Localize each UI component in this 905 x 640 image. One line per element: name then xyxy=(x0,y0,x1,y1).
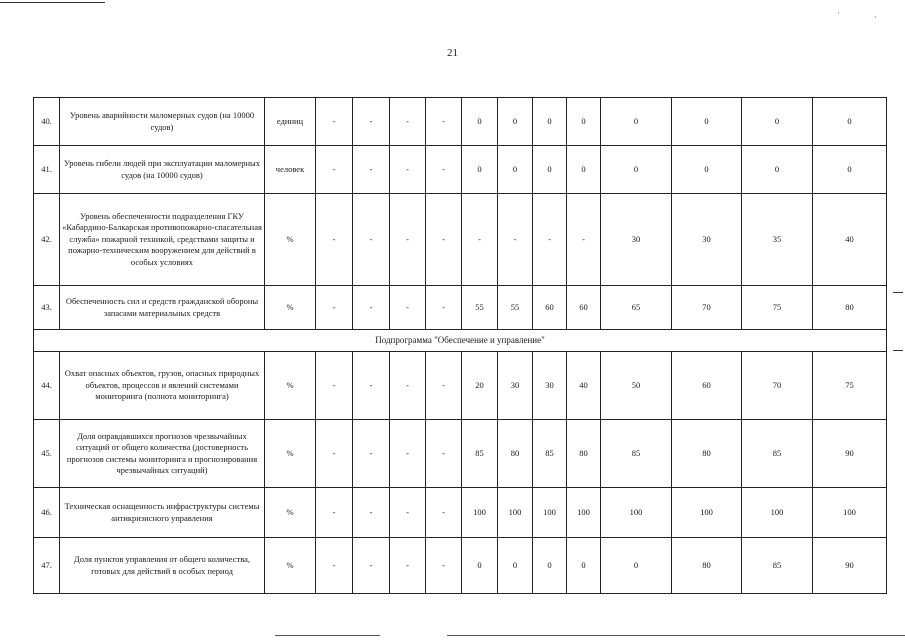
table-row xyxy=(34,146,887,194)
row-number-cell: 44. xyxy=(34,352,60,420)
row-number-cell: 40. xyxy=(34,98,60,146)
value-cell: 0 xyxy=(601,146,672,194)
value-cell: - xyxy=(316,146,353,194)
indicator-name-cell: Уровень аварийности маломерных судов (на 10000 судов) xyxy=(60,98,265,146)
value-cell: 75 xyxy=(813,352,887,420)
value-cell: - xyxy=(390,146,426,194)
value-cell: 30 xyxy=(672,194,742,286)
value-cell: 85 xyxy=(533,420,567,488)
value-cell: - xyxy=(426,538,462,594)
value-cell: 0 xyxy=(462,146,498,194)
value-cell: 100 xyxy=(567,488,601,538)
value-cell: 0 xyxy=(813,98,887,146)
bottom-rule xyxy=(447,635,905,636)
table-row xyxy=(34,286,887,330)
value-cell: 80 xyxy=(567,420,601,488)
value-cell: 0 xyxy=(601,98,672,146)
value-cell: - xyxy=(390,194,426,286)
value-cell: - xyxy=(353,352,390,420)
value-cell: 60 xyxy=(672,352,742,420)
row-number-cell: 47. xyxy=(34,538,60,594)
value-cell: 85 xyxy=(742,538,813,594)
value-cell: - xyxy=(462,194,498,286)
value-cell: 40 xyxy=(567,352,601,420)
margin-dash xyxy=(893,292,903,293)
value-cell: 90 xyxy=(813,420,887,488)
value-cell: 100 xyxy=(533,488,567,538)
value-cell: 60 xyxy=(567,286,601,330)
margin-dash xyxy=(893,350,903,351)
value-cell: 55 xyxy=(462,286,498,330)
value-cell: 0 xyxy=(601,538,672,594)
unit-cell: % xyxy=(265,194,316,286)
value-cell: 0 xyxy=(813,146,887,194)
value-cell: - xyxy=(353,420,390,488)
unit-cell: % xyxy=(265,352,316,420)
value-cell: - xyxy=(390,98,426,146)
indicator-name-cell: Охват опасных объектов, грузов, опасных природных объектов, процессов и явлений системами мониторинга (полнота мониторинга) xyxy=(60,352,265,420)
table-row xyxy=(34,488,887,538)
row-number-cell: 45. xyxy=(34,420,60,488)
unit-cell: единиц xyxy=(265,98,316,146)
table-row xyxy=(34,194,887,286)
value-cell: 80 xyxy=(498,420,533,488)
value-cell: 60 xyxy=(533,286,567,330)
value-cell: - xyxy=(533,194,567,286)
value-cell: 0 xyxy=(498,98,533,146)
row-number-cell: 42. xyxy=(34,194,60,286)
indicator-name-cell: Доля оправдавшихся прогнозов чрезвычайных ситуаций от общего количества (достоверность прогнозов системы мониторинга и прогнозирования чрезвычайных ситуаций) xyxy=(60,420,265,488)
value-cell: 100 xyxy=(462,488,498,538)
value-cell: 0 xyxy=(567,98,601,146)
value-cell: 55 xyxy=(498,286,533,330)
value-cell: - xyxy=(353,286,390,330)
value-cell: 100 xyxy=(742,488,813,538)
value-cell: 0 xyxy=(462,538,498,594)
value-cell: 0 xyxy=(533,98,567,146)
section-row xyxy=(34,330,887,352)
value-cell: 80 xyxy=(813,286,887,330)
value-cell: 0 xyxy=(742,98,813,146)
unit-cell: % xyxy=(265,538,316,594)
value-cell: 30 xyxy=(533,352,567,420)
table-row xyxy=(34,538,887,594)
value-cell: 0 xyxy=(533,538,567,594)
unit-cell: человек xyxy=(265,146,316,194)
row-number-cell: 46. xyxy=(34,488,60,538)
value-cell: - xyxy=(390,286,426,330)
value-cell: - xyxy=(426,98,462,146)
value-cell: 0 xyxy=(533,146,567,194)
value-cell: - xyxy=(390,352,426,420)
scan-mark: · xyxy=(874,13,877,22)
value-cell: 100 xyxy=(601,488,672,538)
unit-cell: % xyxy=(265,286,316,330)
value-cell: - xyxy=(498,194,533,286)
value-cell: - xyxy=(316,98,353,146)
value-cell: - xyxy=(316,488,353,538)
value-cell: 85 xyxy=(742,420,813,488)
value-cell: - xyxy=(353,488,390,538)
scan-mark: · xyxy=(837,9,840,18)
indicator-name-cell: Уровень гибели людей при эксплуатации маломерных судов (на 10000 судов) xyxy=(60,146,265,194)
indicator-name-cell: Обеспеченность сил и средств гражданской обороны запасами материальных средств xyxy=(60,286,265,330)
value-cell: 50 xyxy=(601,352,672,420)
value-cell: 75 xyxy=(742,286,813,330)
value-cell: - xyxy=(390,488,426,538)
value-cell: 20 xyxy=(462,352,498,420)
unit-cell: % xyxy=(265,488,316,538)
value-cell: - xyxy=(426,352,462,420)
value-cell: 0 xyxy=(498,538,533,594)
value-cell: 0 xyxy=(672,146,742,194)
value-cell: 0 xyxy=(498,146,533,194)
value-cell: 85 xyxy=(462,420,498,488)
value-cell: - xyxy=(426,420,462,488)
value-cell: 35 xyxy=(742,194,813,286)
unit-cell: % xyxy=(265,420,316,488)
value-cell: - xyxy=(426,286,462,330)
value-cell: 70 xyxy=(742,352,813,420)
value-cell: - xyxy=(567,194,601,286)
value-cell: - xyxy=(426,194,462,286)
value-cell: 0 xyxy=(567,146,601,194)
value-cell: 0 xyxy=(742,146,813,194)
value-cell: 100 xyxy=(498,488,533,538)
value-cell: 0 xyxy=(462,98,498,146)
value-cell: 30 xyxy=(498,352,533,420)
value-cell: 100 xyxy=(813,488,887,538)
value-cell: - xyxy=(353,538,390,594)
value-cell: - xyxy=(390,420,426,488)
value-cell: 90 xyxy=(813,538,887,594)
section-title: Подпрограмма "Обеспечение и управление" xyxy=(34,330,887,352)
value-cell: 30 xyxy=(601,194,672,286)
value-cell: - xyxy=(316,194,353,286)
value-cell: 65 xyxy=(601,286,672,330)
value-cell: - xyxy=(316,286,353,330)
value-cell: - xyxy=(426,146,462,194)
top-edge-rule xyxy=(0,2,105,3)
indicator-name-cell: Уровень обеспеченности подразделения ГКУ «Кабардино-Балкарская противопожарно-спасательная служба» пожарной техникой, средствами защиты и пожарно-техническим вооружением для действий в особых условиях xyxy=(60,194,265,286)
indicator-name-cell: Техническая оснащенность инфраструктуры системы антикризисного управления xyxy=(60,488,265,538)
value-cell: 40 xyxy=(813,194,887,286)
value-cell: 0 xyxy=(672,98,742,146)
value-cell: 80 xyxy=(672,420,742,488)
indicator-name-cell: Доля пунктов управления от общего количества, готовых для действий в особых период xyxy=(60,538,265,594)
table-row xyxy=(34,352,887,420)
value-cell: - xyxy=(316,352,353,420)
value-cell: - xyxy=(353,98,390,146)
row-number-cell: 41. xyxy=(34,146,60,194)
bottom-rule xyxy=(275,635,380,636)
table-row xyxy=(34,420,887,488)
value-cell: - xyxy=(316,420,353,488)
value-cell: - xyxy=(390,538,426,594)
value-cell: - xyxy=(353,146,390,194)
value-cell: 70 xyxy=(672,286,742,330)
value-cell: - xyxy=(426,488,462,538)
value-cell: 0 xyxy=(567,538,601,594)
value-cell: - xyxy=(316,538,353,594)
indicators-table xyxy=(33,97,887,594)
row-number-cell: 43. xyxy=(34,286,60,330)
value-cell: - xyxy=(353,194,390,286)
table-row xyxy=(34,98,887,146)
value-cell: 100 xyxy=(672,488,742,538)
page-number: 21 xyxy=(447,47,458,59)
value-cell: 85 xyxy=(601,420,672,488)
value-cell: 80 xyxy=(672,538,742,594)
